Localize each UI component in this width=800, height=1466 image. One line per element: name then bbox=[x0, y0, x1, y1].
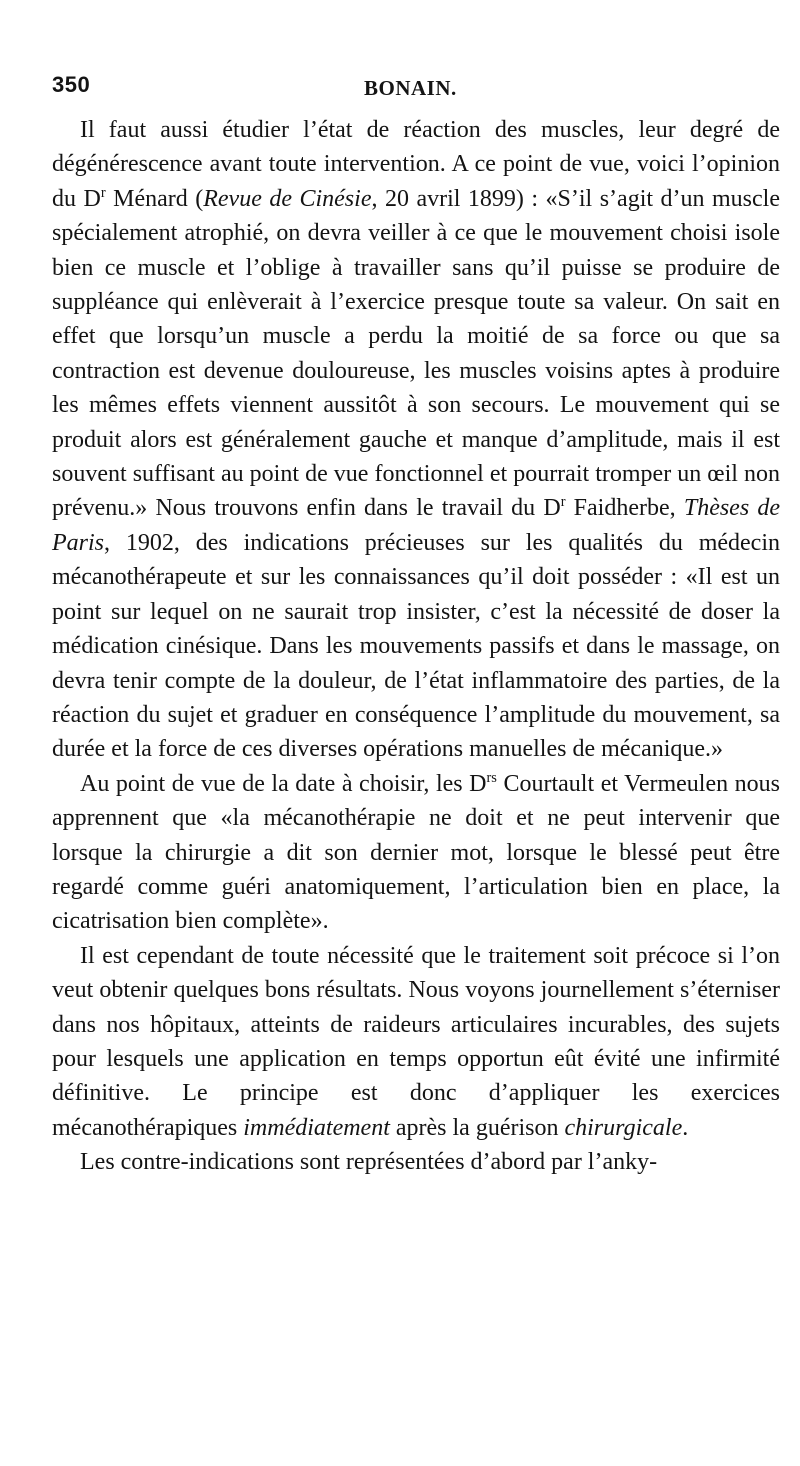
text-segment: , 20 avril 1899) : «S’il s’agit d’un muscle spécialement atrophié, on devra veiller à ce que le mouvement choisi isole bien ce muscle et l’oblige à travailler sans qu’il puisse se produire de suppléance qui enlèverait à l’exercice presque toute sa valeur. On sait en effet que lorsqu’un muscle a perdu la moitié de sa force ou que sa contraction est devenue douloureuse, les muscles voisins aptes à produire les mêmes effets viennent aussitôt à son secours. Le mouvement qui se produit alors est généralement gauche et manque d’amplitude, mais il est souvent suffisant au point de vue fonctionnel et pourrait tromper un œil non prévenu.» Nous trouvons enfin dans le travail du D bbox=[52, 185, 780, 522]
italic-emphasis: immédiatement bbox=[243, 1114, 390, 1141]
text-segment: après la guérison bbox=[389, 1114, 565, 1141]
italic-title: Thèses de Paris bbox=[52, 495, 781, 556]
text-segment: Faidherbe, bbox=[565, 495, 684, 522]
superscript: rs bbox=[486, 769, 497, 786]
page-number: 350 bbox=[52, 72, 91, 97]
text-segment: . bbox=[682, 1114, 689, 1141]
paragraph-3 bbox=[52, 939, 780, 1145]
paragraph-1 bbox=[52, 113, 780, 767]
running-head: BONAIN. bbox=[364, 76, 457, 100]
text-segment: Il est cependant de toute nécessité que le traitement soit précoce si l’on veut obtenir quelques bons résultats. Nous voyons journellement s’éterniser dans nos hôpitaux, atteints de raideurs articulaires incurables, des sujets pour lesquels une application en temps opportun eût évité une infirmité définitive. Le principe est donc d’appliquer les exercices mécanothérapiques bbox=[52, 942, 780, 1141]
paragraph-4 bbox=[52, 1145, 780, 1179]
body-text bbox=[52, 113, 780, 1180]
superscript: r bbox=[100, 184, 106, 201]
text-segment: Les contre-indications sont représentées d’abord par l’anky- bbox=[80, 1149, 658, 1176]
page-header bbox=[52, 72, 780, 106]
text-segment: Au point de vue de la date à choisir, les D bbox=[80, 770, 487, 797]
italic-title: Revue de Cinésie bbox=[203, 185, 372, 212]
text-segment: Ménard ( bbox=[105, 185, 204, 212]
text-segment: Il faut aussi étudier l’état de réaction des muscles, leur degré de dégénérescence avant toute intervention. A ce point de vue, voici l’opinion du D bbox=[52, 117, 780, 212]
italic-emphasis: chirurgicale bbox=[564, 1114, 683, 1141]
text-segment: , 1902, des indications précieuses sur les qualités du médecin mécanothérapeute et sur les connaissances qu’il doit posséder : «Il est un point sur lequel on ne saurait trop insister, c’est la nécessité de doser la médication cinésique. Dans les mouvements passifs et dans le massage, on devra tenir compte de la douleur, de l’état inflammatoire des parties, de la réaction du sujet et graduer en conséquence l’amplitude du mouvement, sa durée et la force de ces diverses opérations manuelles de mécanique.» bbox=[52, 529, 780, 763]
paragraph-2 bbox=[52, 767, 780, 939]
text-segment: Courtault et Vermeulen nous apprennent que «la mécanothérapie ne doit et ne peut intervenir que lorsque la chirurgie a dit son dernier mot, lorsque le blessé peut être regardé comme guéri anatomiquement, l’articulation bien en place, la cicatrisation bien complète». bbox=[52, 770, 780, 935]
superscript: r bbox=[560, 494, 566, 511]
